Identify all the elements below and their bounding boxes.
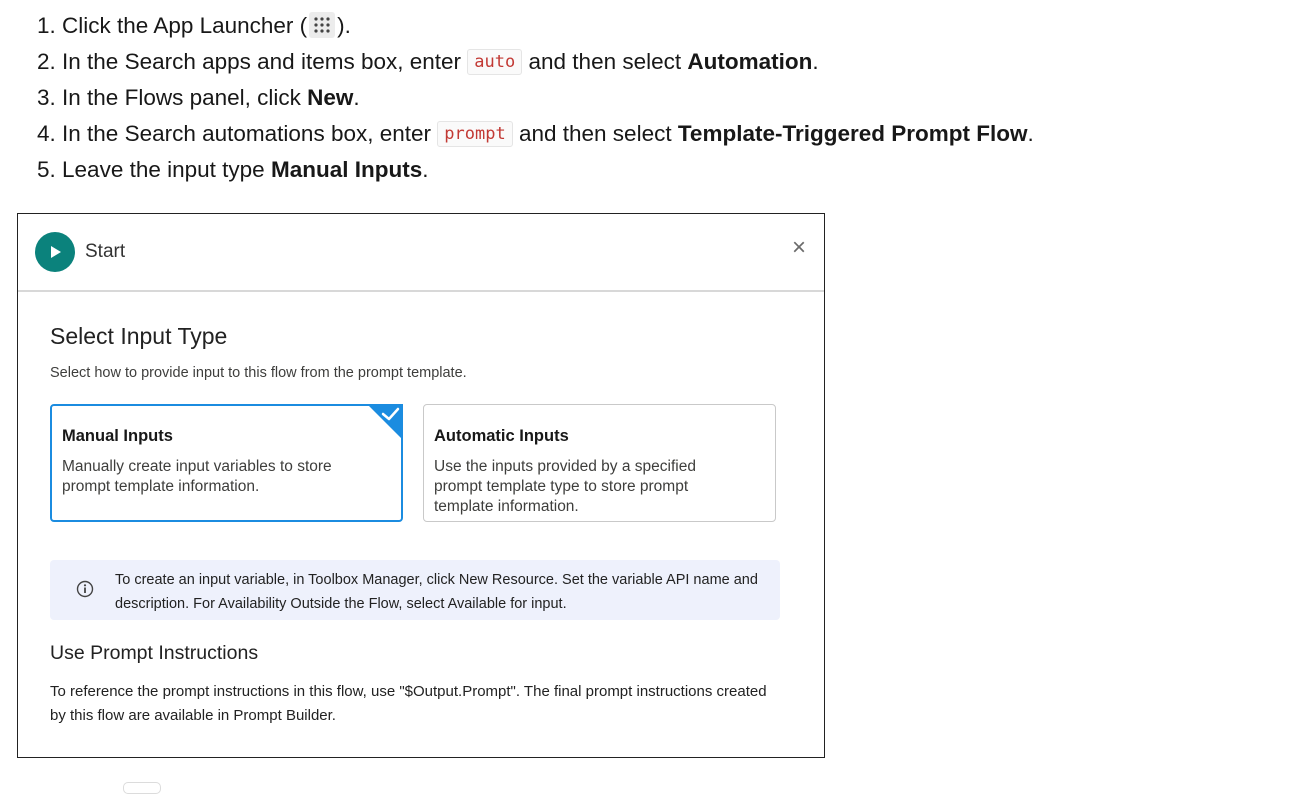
- use-prompt-instructions-text: To reference the prompt instructions in this flow, use "$Output.Prompt". The final prompt instructions created by this flow are available in Prompt Builder.: [50, 683, 767, 724]
- select-input-type-heading: Select Input Type: [50, 323, 228, 349]
- start-element-screenshot: [17, 213, 825, 758]
- step-period: .: [812, 49, 819, 74]
- step-period: .: [353, 85, 360, 110]
- instructions-list: [37, 8, 1034, 188]
- step-number: 3.: [37, 85, 56, 110]
- step-number: 1.: [37, 13, 56, 38]
- step-period: .: [1027, 121, 1034, 146]
- close-icon[interactable]: ×: [792, 234, 807, 261]
- partial-element: [123, 782, 161, 794]
- step-number: 4.: [37, 121, 56, 146]
- select-input-type-description: Select how to provide input to this flow from the prompt template.: [50, 365, 467, 381]
- app-launcher-grid-icon: [309, 12, 335, 38]
- step-text: Leave the input type: [62, 157, 265, 182]
- inline-code: auto: [467, 49, 522, 75]
- step-bold-term: Template-Triggered Prompt Flow: [677, 121, 1028, 146]
- step-4: [37, 116, 1034, 152]
- step-text-end: ).: [337, 13, 351, 38]
- step-bold-term: Manual Inputs: [270, 157, 423, 182]
- info-icon: [76, 580, 94, 598]
- step-text-mid: and then select: [528, 49, 682, 74]
- option-title: Automatic Inputs: [434, 427, 569, 445]
- automatic-inputs-option[interactable]: [423, 404, 776, 522]
- step-1: [37, 8, 1034, 44]
- option-description: Use the inputs provided by a specified prompt template type to store prompt template information.: [434, 458, 696, 515]
- step-2: [37, 44, 1034, 80]
- step-text-mid: and then select: [518, 121, 672, 146]
- step-text: In the Search apps and items box, enter: [62, 49, 462, 74]
- step-3: [37, 80, 1034, 116]
- option-title: Manual Inputs: [62, 427, 173, 445]
- step-5: [37, 152, 1034, 188]
- inline-code: prompt: [437, 121, 512, 147]
- start-label: Start: [85, 241, 126, 262]
- step-text: Click the App Launcher (: [62, 13, 308, 38]
- step-bold-term: Automation: [687, 49, 813, 74]
- step-text: In the Search automations box, enter: [62, 121, 432, 146]
- start-header: [18, 214, 824, 292]
- info-text: To create an input variable, in Toolbox Manager, click New Resource. Set the variable API name and description. For Availability Outside the Flow, select Available for input.: [115, 572, 758, 612]
- step-text: In the Flows panel, click: [62, 85, 301, 110]
- use-prompt-instructions-heading: Use Prompt Instructions: [50, 642, 259, 664]
- step-number: 5.: [37, 157, 56, 182]
- step-number: 2.: [37, 49, 56, 74]
- play-icon: [35, 232, 75, 272]
- step-bold-term: New: [307, 85, 354, 110]
- checkmark-icon: [367, 404, 403, 440]
- option-description: Manually create input variables to store prompt template information.: [62, 458, 332, 495]
- info-callout: [50, 560, 780, 620]
- step-period: .: [422, 157, 429, 182]
- manual-inputs-option[interactable]: [50, 404, 403, 522]
